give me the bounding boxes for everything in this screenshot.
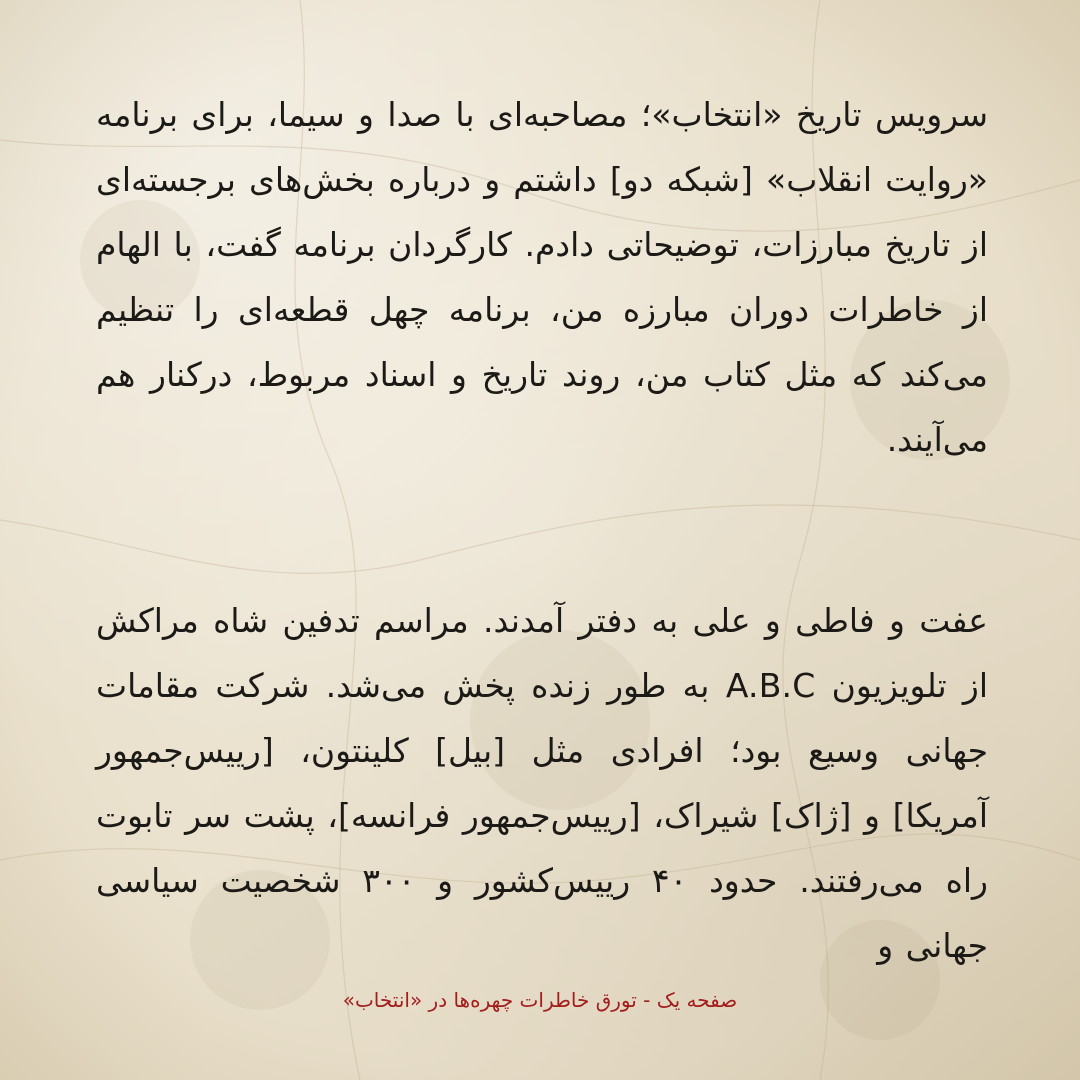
paragraph-first: سرویس تاریخ «انتخاب»؛ مصاحبه‌ای با صدا و سیما، برای برنامه «روایت انقلاب» [شبکه دو] داشتم و درباره بخش‌های برجسته‌ای از تاریخ مبارزات، توضیحاتی دادم. کارگردان برنامه گفت، با الهام از خاطرات دوران مبارزه من، برنامه چهل قطعه‌ای را تنظیم می‌کند که مثل کتاب من، روند تاریخ و اسناد مربوط، درکنار هم می‌آیند.	[96, 95, 988, 459]
paragraph-second: عفت و فاطی و علی به دفتر آمدند. مراسم تدفین شاه مراکش از تلویزیون A.B.C به طور زنده پخش می‌شد. شرکت مقامات جهانی وسیع بود؛ افرادی مثل [بیل] کلینتون، [رییس‌جمهور آمریکا] و [ژاک] شیراک، [رییس‌جمهور فرانسه]، پشت سر تابوت راه می‌رفتند. حدود ۴۰ رییس‌کشور و ۳۰۰ شخصیت سیاسی جهانی و	[96, 601, 988, 965]
page-footer-caption: صفحه یک - تورق خاطرات چهره‌ها در «انتخاب»	[342, 988, 738, 1012]
